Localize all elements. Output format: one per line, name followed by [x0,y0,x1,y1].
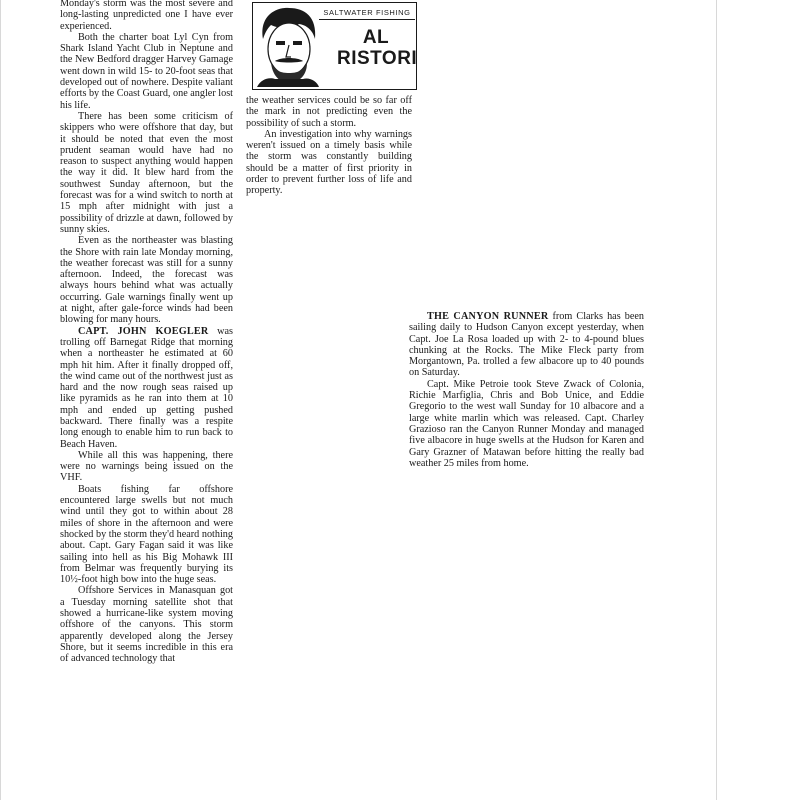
columnist-portrait [255,5,321,87]
paragraph: Monday's storm was the most severe and long-lasting unpredicted one I have ever experienced. [60,0,233,32]
column-signature-box [252,2,417,90]
paragraph: the weather services could be so far off the mark in not predicting even the possibility of such a storm. [246,95,412,129]
columnist-first-name: AL [362,27,390,48]
paragraph: Both the charter boat Lyl Cyn from Shark Island Yacht Club in Neptune and the New Bedford dragger Harvey Gamage went down in wild 15- to 20-foot seas that developed out of nowhere. Despite valiant efforts by the Coast Guard, one angler lost his life. [60,31,233,111]
paragraph: An investigation into why warnings weren't issued on a timely basis while the storm was constantly building should be a matter of first priority in order to prevent further loss of life and property. [246,128,412,197]
paragraph [60,326,233,450]
paragraph-lead-in: THE CANYON RUNNER [427,311,549,322]
paragraph-lead-in: CAPT. JOHN KOEGLER [78,325,209,337]
paragraph: Capt. Mike Petroie took Steve Zwack of Colonia, Richie Marfiglia, Chris and Bob Unice, and Eddie Gregorio to the west wall Sunday for 10 albacore and a large white marlin which was released. Capt. Charley Grazioso ran the Canyon Runner Monday and managed five albacore in huge swells at the Hudson for Karen and Gary Grazner of Matawan before hitting the really bad weather 25 miles from home. [409,378,644,469]
article-column-2 [246,95,412,197]
paragraph: Offshore Services in Manasquan got a Tuesday morning satellite shot that showed a hurricane-like system moving offshore of the canyons. This storm apparently developed along the Jersey Shore, but it seems incredible in this era of advanced technology that [60,585,233,665]
paragraph: There has been some criticism of skippers who were offshore that day, but it should be noted that even the most prudent seaman would have had no reason to suspect anything would happen the way it did. It blew hard from the southwest Sunday afternoon, but the forecast was for a wind switch to north at 15 mph after midnight with just a possibility of drizzle at dawn, followed by sunny skies. [60,110,233,235]
page-edge-line [0,0,1,800]
paragraph: While all this was happening, there were no warnings being issued on the VHF. [60,449,233,484]
paragraph [409,311,644,379]
paragraph: Even as the northeaster was blasting the Shore with rain late Monday morning, the weather forecast was still for a sunny afternoon. Indeed, the forecast was always hours behind what was actually occurring. Gale warnings finally went up at night, after gale-force winds had been blowing for many hours. [60,235,233,326]
columnist-name [337,27,418,69]
page-edge-line [716,0,717,800]
article-column-1 [60,0,233,665]
paragraph-body: from Clarks has been sailing daily to Hudson Canyon except yesterday, when Capt. Joe La Rosa loaded up with 2- to 4-pound blues chunking at the Rocks. The Mike Fleck party from Morgantown, Pa. trolled a few albacore up to 40 pounds on Saturday. [409,311,644,379]
columnist-last-name: RISTORI [337,48,418,69]
article-column-3 [409,311,644,469]
paragraph: Boats fishing far offshore encountered large swells but not much wind until they got to within about 28 miles of shore in the afternoon and were shocked by the storm they'd heard nothing about. Capt. Gary Fagan said it was like sailing into hell as his Big Mohawk III from Belmar was frequently burying its 10½-foot high bow into the huge seas. [60,483,233,586]
column-kicker: SALTWATER FISHING [319,6,415,20]
paragraph-body: was trolling off Barnegat Ridge that morning when a northeaster he estimated at 60 mph hit him. After it finally dropped off, the wind came out of the northwest just as hard and the now rough seas raised up like pyramids as he ran into them at 10 mph and ended up getting pushed backward. There finally was a respite long enough to enable him to run back to Beach Haven. [60,325,234,450]
